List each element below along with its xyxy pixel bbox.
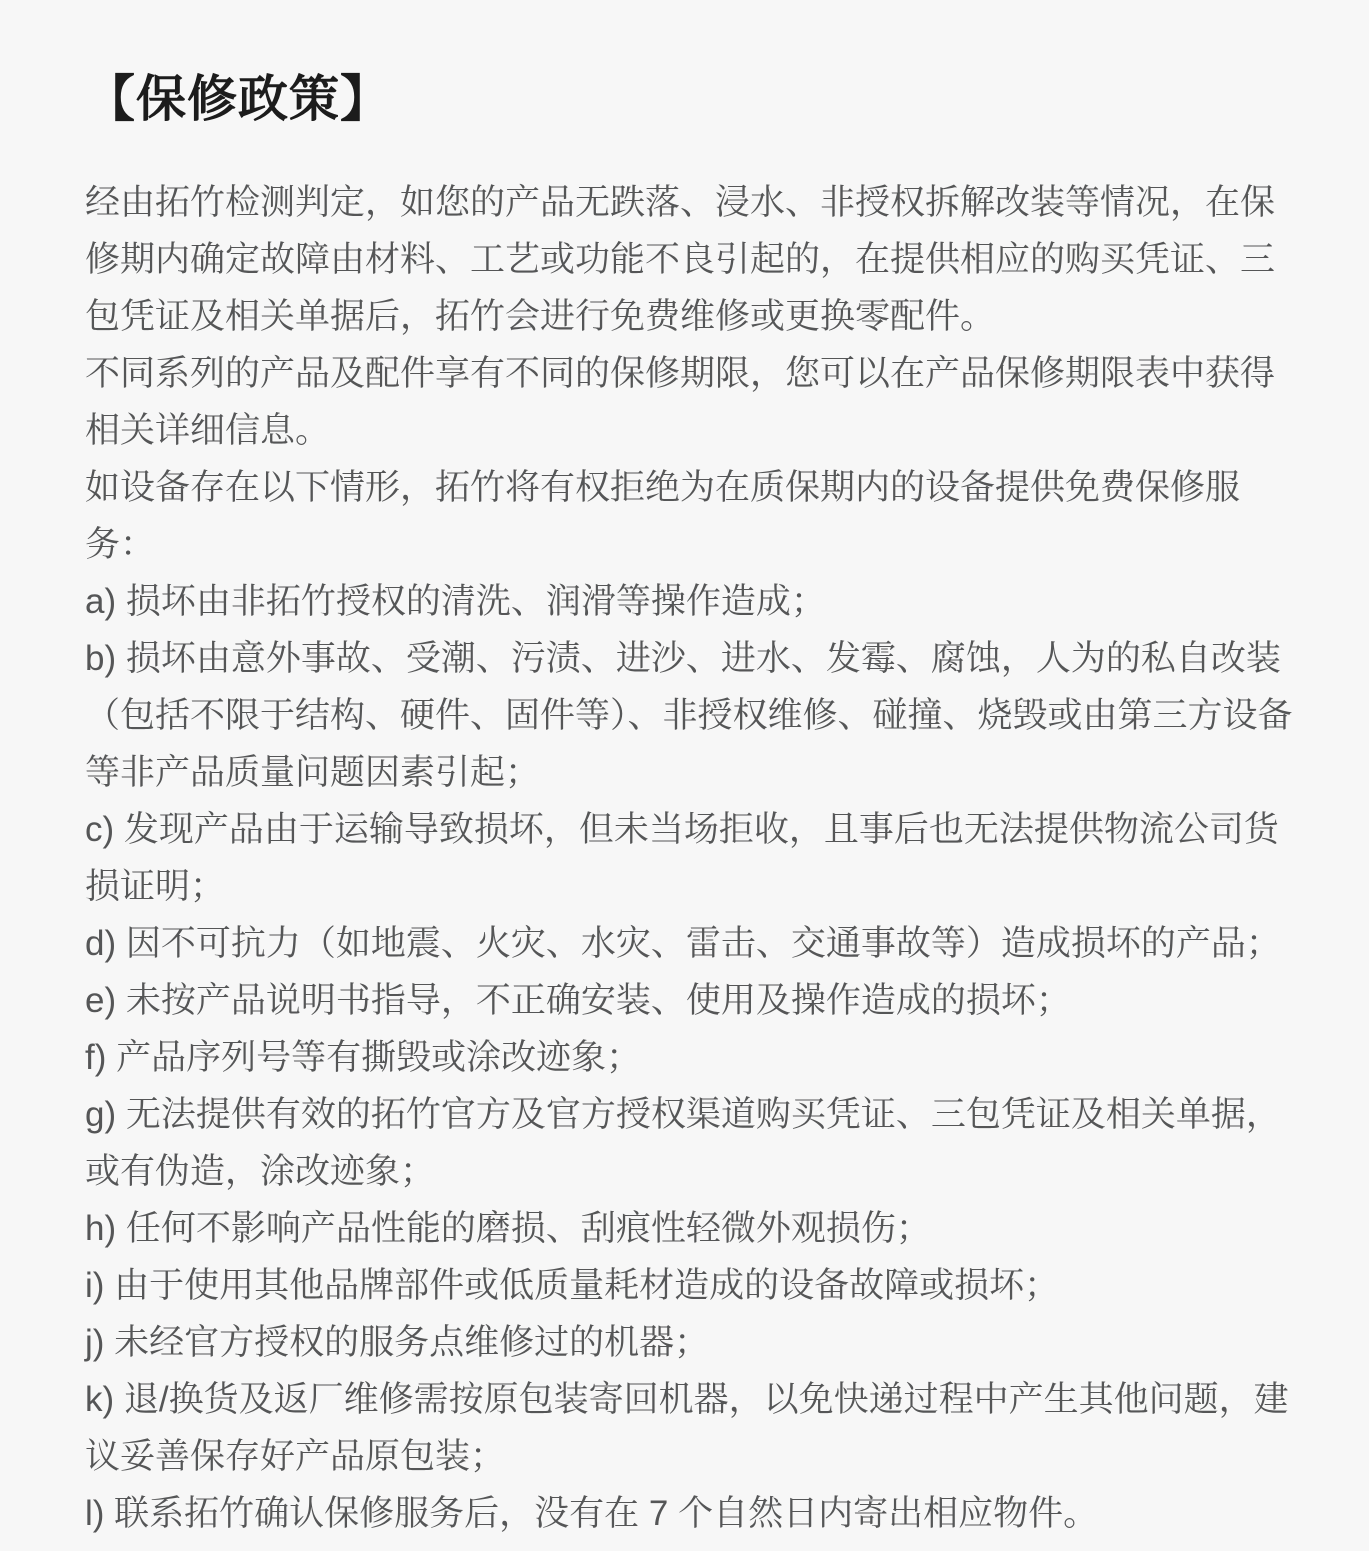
policy-item-b: b) 损坏由意外事故、受潮、污渍、进沙、进水、发霉、腐蚀，人为的私自改装（包括不限于结构、硬件、固件等）、非授权维修、碰撞、烧毁或由第三方设备等非产品质量问题因素引起； [85,639,1293,792]
paragraph-exclusions-intro: 如设备存在以下情形，拓竹将有权拒绝为在质保期内的设备提供免费保修服务： [85,468,1241,564]
policy-item-c: c) 发现产品由于运输导致损坏，但未当场拒收，且事后也无法提供物流公司货损证明； [85,810,1279,906]
policy-item-i: i) 由于使用其他品牌部件或低质量耗材造成的设备故障或损坏； [85,1266,1060,1305]
paragraph-warranty-periods: 不同系列的产品及配件享有不同的保修期限，您可以在产品保修期限表中获得相关详细信息。 [85,354,1276,450]
policy-item-h: h) 任何不影响产品性能的磨损、刮痕性轻微外观损伤； [85,1209,931,1248]
policy-item-g: g) 无法提供有效的拓竹官方及官方授权渠道购买凭证、三包凭证及相关单据，或有伪造，涂改迹象； [85,1095,1281,1191]
policy-item-a: a) 损坏由非拓竹授权的清洗、润滑等操作造成； [85,582,826,621]
policy-item-k: k) 退/换货及返厂维修需按原包装寄回机器，以免快递过程中产生其他问题，建议妥善保存好产品原包装； [85,1380,1289,1476]
policy-item-d: d) 因不可抗力（如地震、火灾、水灾、雷击、交通事故等）造成损坏的产品； [85,924,1281,963]
policy-item-e: e) 未按产品说明书指导，不正确安装、使用及操作造成的损坏； [85,981,1071,1020]
page-title: 【保修政策】 [85,71,391,127]
policy-item-l: l) 联系拓竹确认保修服务后，没有在 7 个自然日内寄出相应物件。 [85,1494,1099,1533]
policy-item-j: j) 未经官方授权的服务点维修过的机器； [85,1323,710,1362]
policy-item-f: f) 产品序列号等有撕毁或涂改迹象； [85,1038,642,1077]
paragraph-warranty-scope: 经由拓竹检测判定，如您的产品无跌落、浸水、非授权拆解改装等情况，在保修期内确定故障由材料、工艺或功能不良引起的，在提供相应的购买凭证、三包凭证及相关单据后，拓竹会进行免费维修或更换零配件。 [85,183,1276,336]
policy-text-block [85,174,1293,1542]
